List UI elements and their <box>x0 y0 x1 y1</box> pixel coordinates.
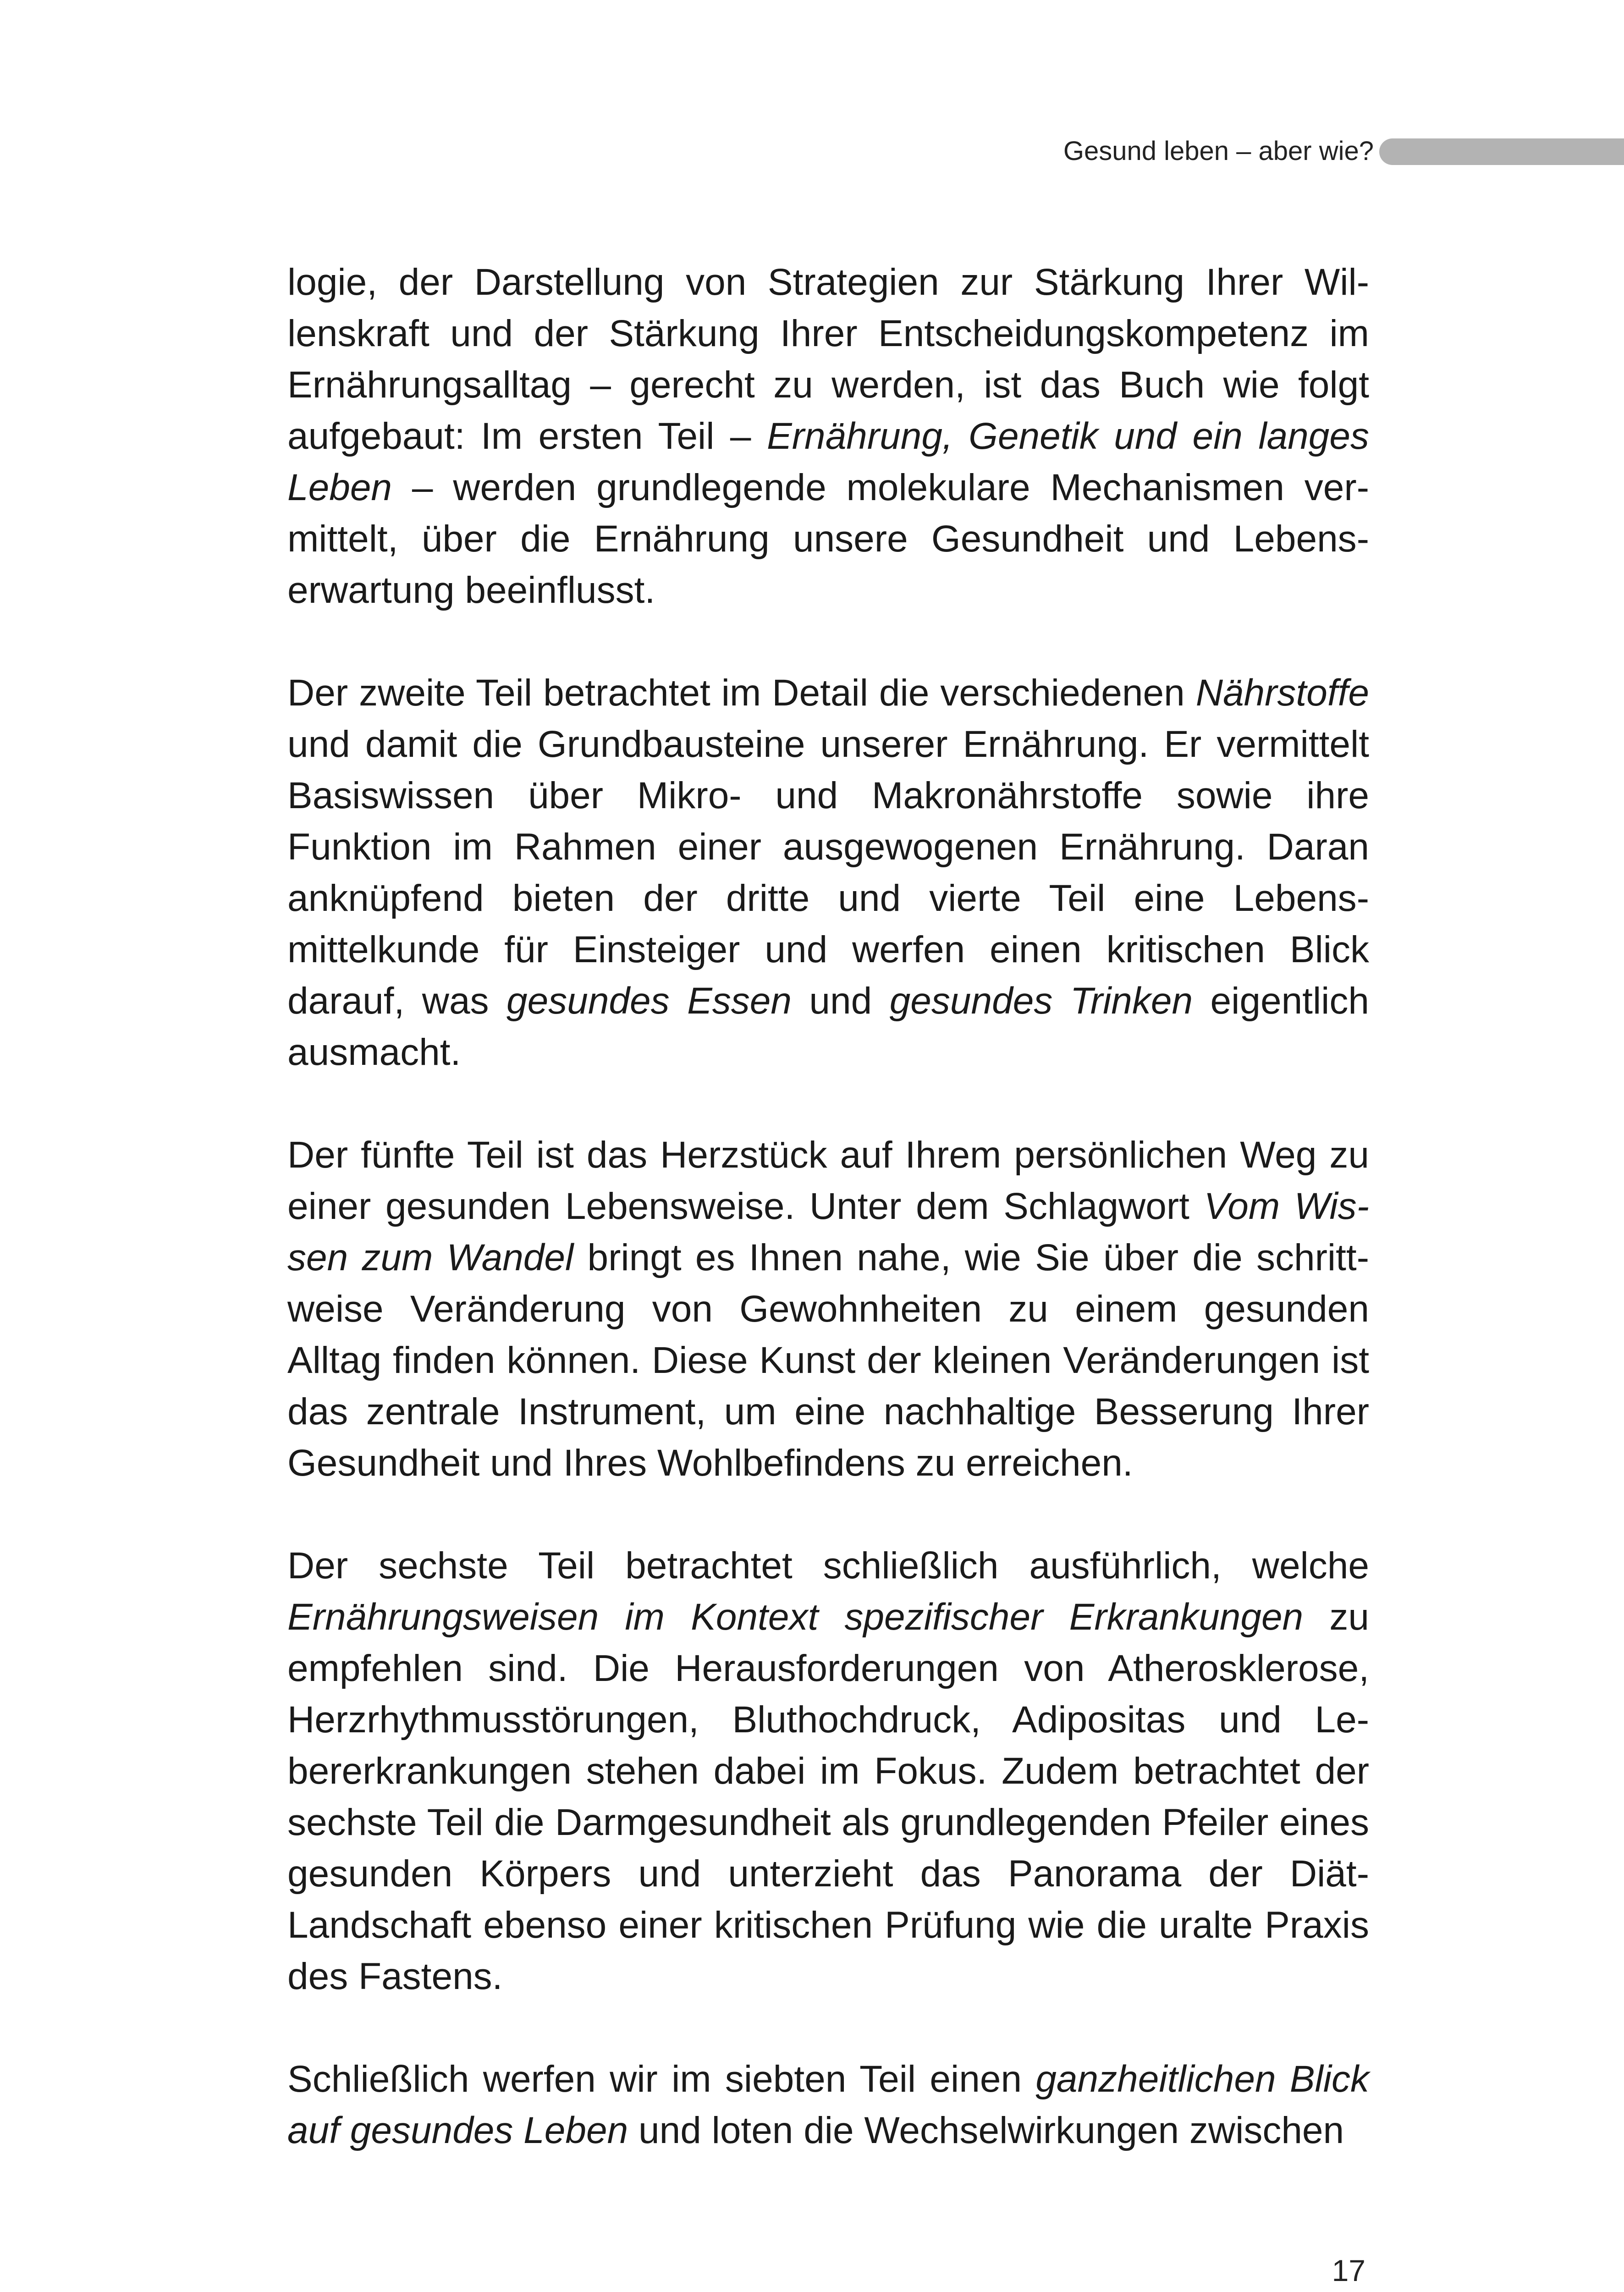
paragraph-2 <box>287 667 1369 1078</box>
italic-run: gesundes Trinken <box>889 980 1193 1022</box>
italic-run: Nährstoffe <box>1195 672 1369 714</box>
text-run: – werden grundlegende molekulare Mechanismen vermittelt, über die Ernährung unsere Gesundheit und Lebenserwartung beeinflusst. <box>287 467 1369 611</box>
italic-run: ganzheitlichen Blick auf gesundes Leben <box>287 2058 1369 2151</box>
text-run: zu empfehlen sind. Die Herausforderungen von Atherosklerose, Herzrhythmusstörungen, Bluthochdruck, Adipositas und Lebererkrankungen stehen dabei im Fokus. Zudem betrachtet der sechste Teil die Darmgesundheit als grundlegenden Pfeiler eines gesunden Körpers und unterzieht das Panorama der Diät-Landschaft ebenso einer kritischen Prüfung wie die uralte Praxis des Fastens. <box>287 1596 1370 1997</box>
text-run: Der zweite Teil betrachtet im Detail die verschiedenen <box>287 672 1196 714</box>
text-run: und damit die Grundbausteine unserer Ernährung. Er vermittelt Basiswissen über Mikro- und Makronährstoffe sowie ihre Funktion im Rahmen einer ausgewogenen Ernährung. Daran anknüpfend bieten der dritte und vierte Teil eine Lebensmittelkunde für Einsteiger und werfen einen kritischen Blick darauf, was <box>287 723 1369 1022</box>
italic-run: gesundes Essen <box>506 980 792 1022</box>
text-run: und loten die Wechselwirkungen zwischen <box>628 2110 1344 2151</box>
text-run: Der fünfte Teil ist das Herzstück auf Ihrem persönlichen Weg zu einer gesunden Lebensweise. Unter dem Schlagwort <box>287 1134 1369 1227</box>
text-run: Der sechste Teil betrachtet schließlich ausführlich, welche <box>287 1545 1369 1587</box>
italic-run: Vom Wissen zum Wandel <box>287 1185 1369 1278</box>
text-run: eigentlich ausmacht. <box>287 980 1370 1073</box>
paragraph-4 <box>287 1540 1369 2002</box>
running-header-title: Gesund leben – aber wie? <box>1063 136 1374 166</box>
text-run: logie, der Darstellung von Strategien zur Stärkung Ihrer Willenskraft und der Stärkung Ihrer Entscheidungskompetenz im Ernährungsalltag – gerecht zu werden, ist das Buch wie folgt aufgebaut: Im ersten Teil – <box>287 261 1369 457</box>
text-run: bringt es Ihnen nahe, wie Sie über die schrittweise Veränderung von Gewohnheiten zu einem gesunden Alltag finden können. Diese Kunst der kleinen Veränderungen ist das zentrale Instrument, um eine nachhaltige Besserung Ihrer Gesundheit und Ihres Wohlbefindens zu erreichen. <box>287 1237 1369 1484</box>
text-run: Schließlich werfen wir im siebten Teil einen <box>287 2058 1036 2100</box>
header-tab-bar <box>1379 138 1624 165</box>
paragraph-3 <box>287 1129 1369 1489</box>
page-number: 17 <box>1332 2253 1365 2287</box>
paragraph-5 <box>287 2054 1369 2156</box>
italic-run: Ernährung, Genetik und ein langes Leben <box>287 415 1369 508</box>
italic-run: Ernährungsweisen im Kontext spezifischer Erkrankungen <box>287 1596 1304 1638</box>
paragraph-1 <box>287 257 1369 616</box>
text-run: und <box>791 980 890 1022</box>
page-body <box>287 257 1369 2208</box>
